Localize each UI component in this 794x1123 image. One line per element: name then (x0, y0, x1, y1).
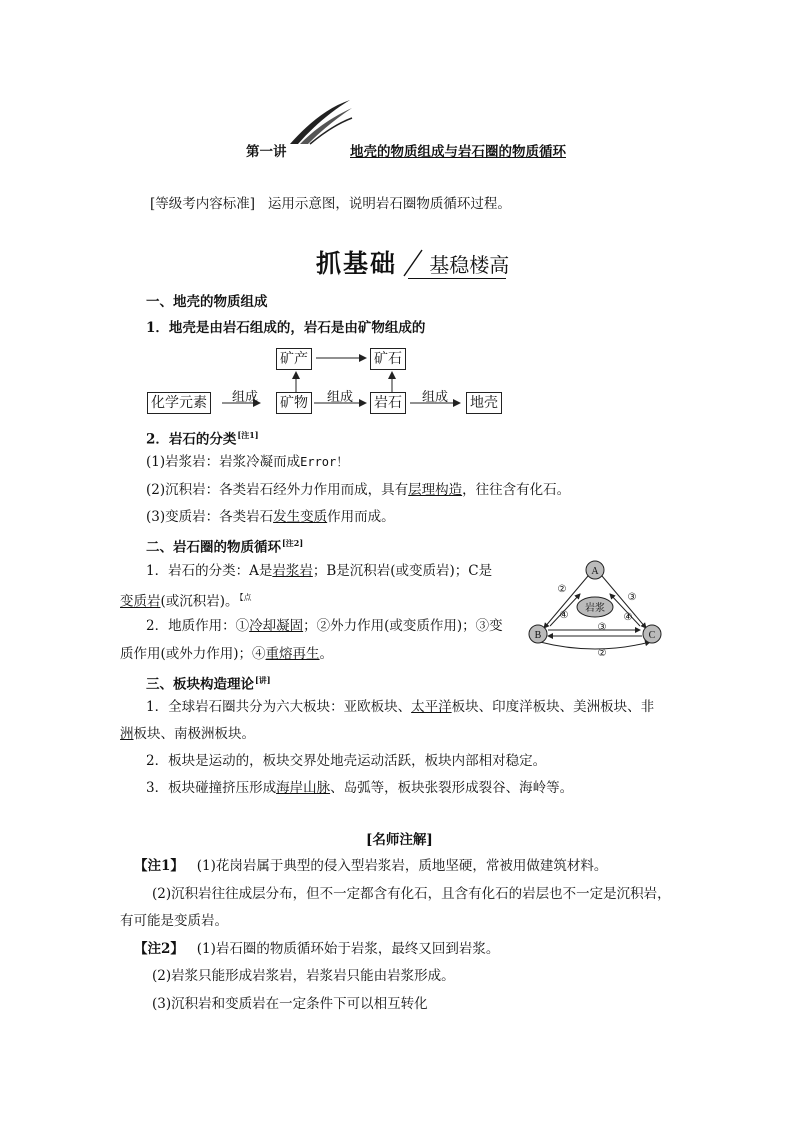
rock-classification-heading: 2．岩石的分类 (146, 431, 237, 448)
notes-title: [名师注解] (366, 832, 433, 848)
banner-slash (402, 248, 424, 278)
flow-box-ore: 矿石 (370, 348, 406, 370)
note1-line3: 有可能是变质岩。 (120, 913, 228, 929)
s2p1-b: ；B是沉积岩(或变质岩)；C是 (312, 563, 493, 579)
note2-ref: [注2] (282, 538, 304, 548)
cycle-label-2-bottom: ② (597, 648, 607, 656)
section1-p4 (146, 480, 570, 500)
s2p1-underlined-2: 变质岩 (120, 593, 161, 610)
metamorphic-text-a: (3)变质岩：各类岩石 (146, 509, 274, 525)
cycle-label-4-right: ④ (623, 612, 633, 623)
section-banner (316, 244, 509, 280)
rock-cycle-diagram (520, 556, 670, 656)
section2-p2-cont (120, 644, 333, 664)
s3p3-b: 、岛弧等，板块张裂形成裂谷、海岭等。 (330, 780, 574, 796)
flow-label-1: 组成 (232, 390, 259, 405)
flow-label-2: 组成 (327, 390, 354, 405)
section1-heading: 一、地壳的物质组成 (146, 294, 268, 310)
magma-label: 岩浆 (585, 603, 605, 614)
section1-p3 (146, 452, 348, 472)
node-b-label: B (534, 630, 542, 641)
standard-line (150, 194, 511, 214)
standard-text: 运用示意图，说明岩石圈物质循环过程。 (267, 196, 511, 212)
section2-p1-cont (120, 588, 252, 612)
cycle-label-2-left: ② (557, 584, 567, 595)
note1-line1 (134, 856, 607, 876)
lecture-ref: [讲] (255, 675, 271, 685)
section1-p2 (146, 425, 259, 450)
cycle-label-4-left: ④ (559, 610, 569, 621)
banner-sub: 基稳楼高 (429, 253, 510, 277)
note1-label: 【注1】 (134, 858, 184, 874)
s3p1-underlined: 太平洋 (411, 699, 452, 715)
sedimentary-text-b: ，往往含有化石。 (462, 482, 571, 498)
sedimentary-text-a: (2)沉积岩：各类岩石经外力作用而成，具有 (146, 482, 409, 498)
flow-box-rock: 岩石 (370, 392, 406, 414)
section1-p1: 1．地壳是由岩石组成的，岩石是由矿物组成的 (146, 320, 426, 336)
lecture-number: 第一讲 (246, 144, 287, 160)
node-c-label: C (648, 630, 656, 641)
standard-label: [等级考内容标准] (150, 196, 256, 212)
flow-box-mineral: 矿物 (276, 392, 312, 414)
flow-label-3: 组成 (422, 390, 449, 405)
s3p1-b: 板块、印度洋板块、美洲板块、非 (451, 699, 655, 715)
section2-heading (146, 533, 303, 558)
section2-p1 (146, 561, 492, 581)
s2p1-a: 1．岩石的分类：A是 (146, 563, 273, 579)
note1-line2: (2)沉积岩往往成层分布，但不一定都含有化石，且含有化石的岩层也不一定是沉积岩， (152, 886, 671, 902)
point-ref: 【点 (239, 593, 252, 602)
s2p2-underlined-2: 重熔再生 (265, 646, 320, 662)
sedimentary-underlined: 层理构造 (408, 482, 463, 498)
note2-p1: (1)岩石圈的物质循环始于岩浆，最终又回到岩浆。 (196, 941, 500, 957)
page-title: 地壳的物质组成与岩石圈的物质循环 (350, 144, 566, 160)
metamorphic-text-b: 作用而成。 (327, 509, 395, 525)
igneous-text: (1)岩浆岩：岩浆冷凝而成 (146, 454, 301, 470)
section2-heading-text: 二、岩石圈的物质循环 (146, 539, 281, 556)
note2-label: 【注2】 (134, 941, 184, 957)
s2p1-c: (或沉积岩)。 (160, 593, 239, 610)
section3-p2: 2．板块是运动的，板块交界处地壳运动活跃，板块内部相对稳定。 (146, 753, 547, 769)
note1-p1: (1)花岗岩属于典型的侵入型岩浆岩，质地坚硬，常被用做建筑材料。 (196, 858, 608, 874)
s2p2-d: 。 (319, 646, 334, 662)
s2p2-underlined-1: 冷却凝固 (249, 618, 304, 634)
s2p2-c: 质作用(或外力作用)；④ (120, 646, 266, 662)
s3p1-c: 板块、南极洲板块。 (133, 726, 255, 742)
s2p1-underlined: 岩浆岩 (272, 563, 313, 579)
note2-line1 (134, 939, 499, 959)
metamorphic-underlined: 发生变质 (273, 509, 328, 525)
note2-line3: (3)沉积岩和变质岩在一定条件下可以相互转化 (152, 996, 428, 1012)
s3p3-underlined: 海岸山脉 (276, 780, 331, 796)
section3-heading (146, 670, 271, 695)
error-text: Error！ (300, 455, 349, 469)
note2-line2: (2)岩浆只能形成岩浆岩，岩浆岩只能由岩浆形成。 (152, 968, 455, 984)
header-swoosh-logo (286, 98, 354, 148)
s3p3-a: 3．板块碰撞挤压形成 (146, 780, 277, 796)
section2-p2 (146, 616, 503, 636)
node-a-label: A (591, 566, 599, 577)
banner-underline (408, 278, 506, 279)
section3-p3 (146, 778, 573, 798)
s3p1-underlined-2: 洲 (120, 726, 134, 742)
flow-box-crust: 地壳 (466, 392, 502, 414)
s2p2-a: 2．地质作用：① (146, 618, 250, 634)
s2p2-b: ；②外力作用(或变质作用)；③变 (303, 618, 503, 634)
section3-p1 (146, 697, 654, 717)
flow-box-element: 化学元素 (147, 392, 211, 414)
section1-p5 (146, 507, 395, 527)
section3-heading-text: 三、板块构造理论 (146, 676, 254, 693)
s3p1-a: 1．全球岩石圈共分为六大板块：亚欧板块、 (146, 699, 412, 715)
cycle-label-3-right: ③ (627, 592, 637, 603)
cycle-label-3-mid: ③ (597, 622, 607, 633)
note1-ref: [注1] (237, 430, 259, 440)
flow-box-ore-deposit: 矿产 (276, 348, 312, 370)
banner-main: 抓基础 (316, 249, 398, 278)
section3-p1-cont (120, 724, 255, 744)
